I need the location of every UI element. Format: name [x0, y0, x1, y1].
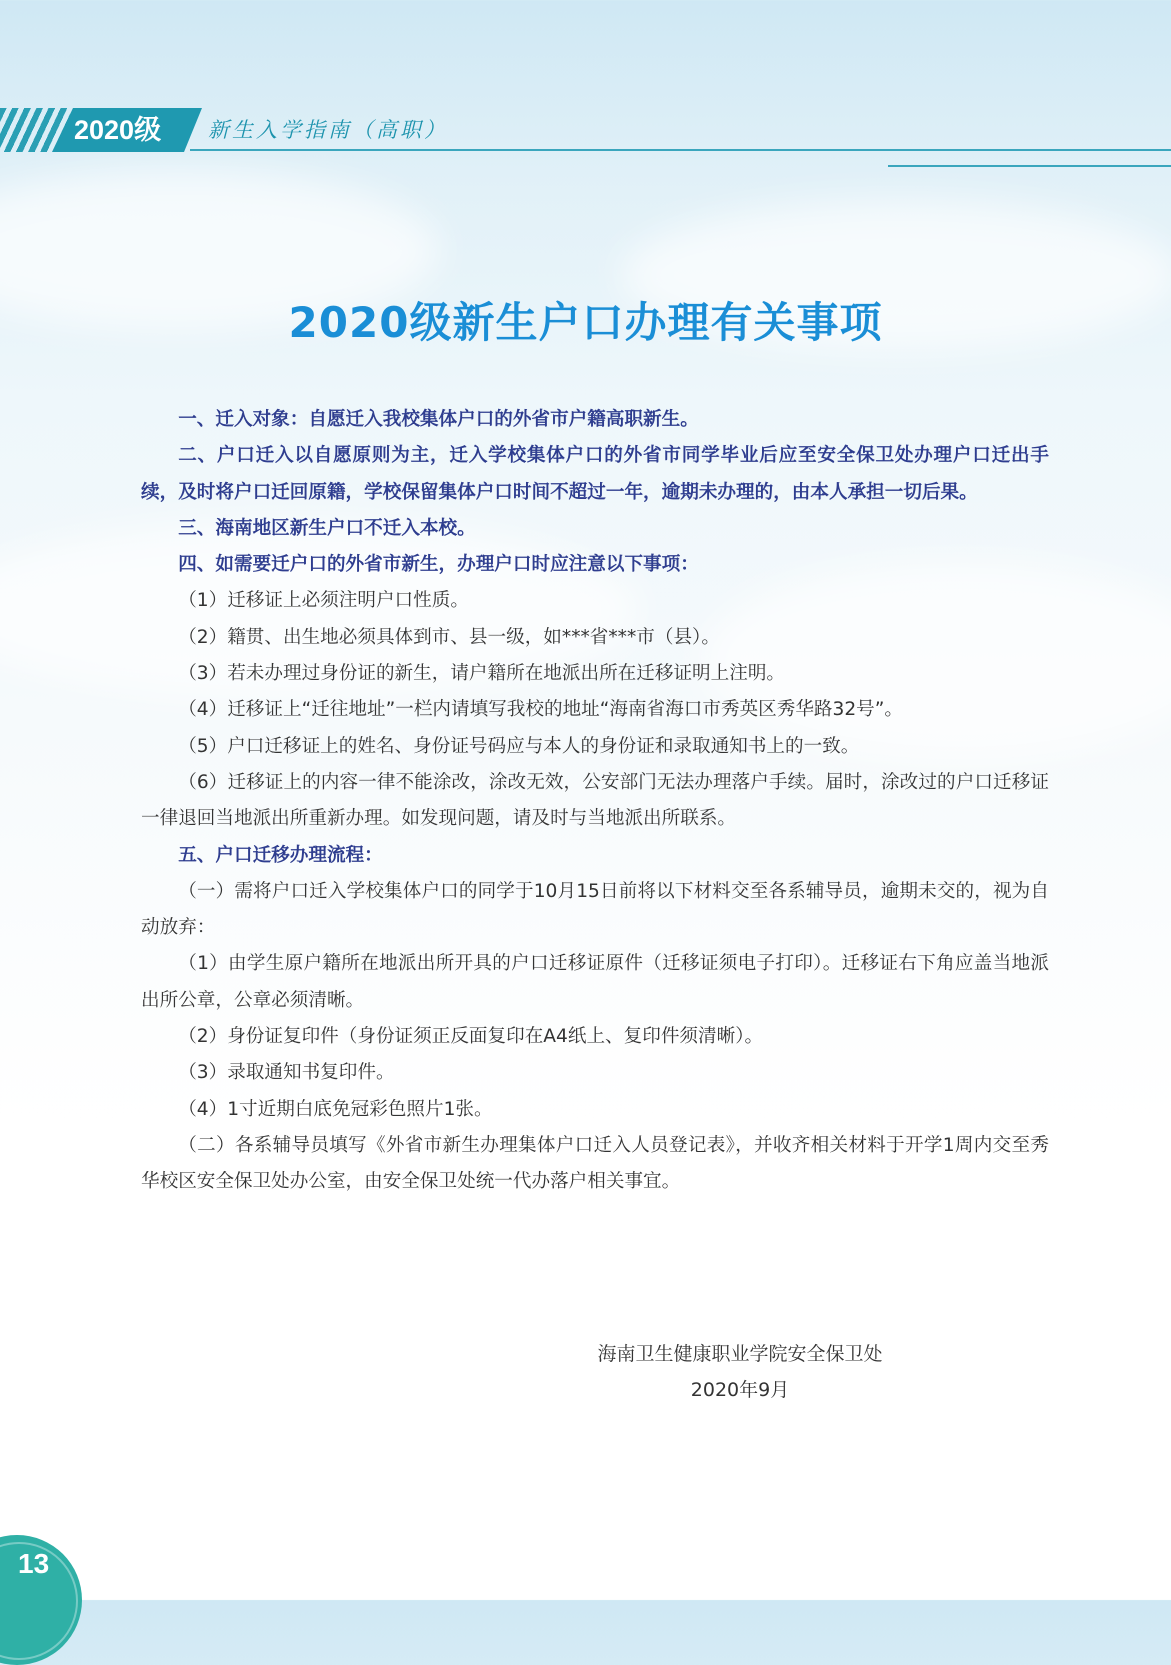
paragraph: （3）录取通知书复印件。: [178, 1062, 395, 1084]
paragraph: （6）迁移证上的内容一律不能涂改，涂改无效，公安部门无法办理落户手续。届时，涂改过的户口迁移证一律退回当地派出所重新办理。如发现问题，请及时与当地派出所联系。: [141, 771, 1049, 830]
paragraph: （5）户口迁移证上的姓名、身份证号码应与本人的身份证和录取通知书上的一致。: [178, 735, 860, 757]
document-body: [141, 402, 1049, 1201]
signature-block: [560, 1336, 920, 1408]
signature-org: 海南卫生健康职业学院安全保卫处: [597, 1343, 883, 1365]
page-title: 2020级新生户口办理有关事项: [288, 298, 883, 347]
paragraph: （2）籍贯、出生地必须具体到市、县一级，如***省***市（县）。: [178, 626, 720, 648]
paragraph: （一）需将户口迁入学校集体户口的同学于10月15日前将以下材料交至各系辅导员，逾期未交的，视为自动放弃：: [141, 880, 1049, 939]
paragraph: （1）由学生原户籍所在地派出所开具的户口迁移证原件（迁移证须电子打印）。迁移证右下角应盖当地派出所公章，公章必须清晰。: [141, 953, 1049, 1011]
signature-date: 2020年9月: [690, 1379, 790, 1401]
paragraph: 三、海南地区新生户口不迁入本校。: [178, 517, 476, 539]
paragraph: 二、户口迁入以自愿原则为主，迁入学校集体户口的外省市同学毕业后应至安全保卫处办理户口迁出手续，及时将户口迁回原籍，学校保留集体户口时间不超过一年，逾期未办理的，由本人承担一切后果。: [141, 445, 1049, 503]
paragraph: （1）迁移证上必须注明户口性质。: [178, 590, 469, 612]
paragraph: 四、如需要迁户口的外省市新生，办理户口时应注意以下事项：: [178, 554, 699, 576]
paragraph: （4）1寸近期白底免冠彩色照片1张。: [178, 1098, 493, 1120]
header-subtitle: 新生入学指南（高职）: [208, 118, 448, 142]
paragraph: （3）若未办理过身份证的新生，请户籍所在地派出所在迁移证明上注明。: [178, 663, 786, 685]
page-number: 13: [18, 1548, 50, 1579]
page-header: [0, 108, 1171, 152]
header-divider-secondary: [888, 165, 1171, 167]
header-divider: [190, 149, 1171, 151]
paragraph: （2）身份证复印件（身份证须正反面复印在A4纸上、复印件须清晰）。: [178, 1026, 764, 1048]
paragraph: 五、户口迁移办理流程：: [178, 844, 383, 866]
paragraph: （4）迁移证上“迁往地址”一栏内请填写我校的地址“海南省海口市秀英区秀华路32号”。: [178, 699, 903, 721]
paragraph: 一、迁入对象：自愿迁入我校集体户口的外省市户籍高职新生。: [178, 409, 699, 430]
paragraph: （二）各系辅导员填写《外省市新生办理集体户口迁入人员登记表》，并收齐相关材料于开学1周内交至秀华校区安全保卫处办公室，由安全保卫处统一代办落户相关事宜。: [141, 1134, 1049, 1193]
header-year: 2020级: [74, 115, 162, 145]
